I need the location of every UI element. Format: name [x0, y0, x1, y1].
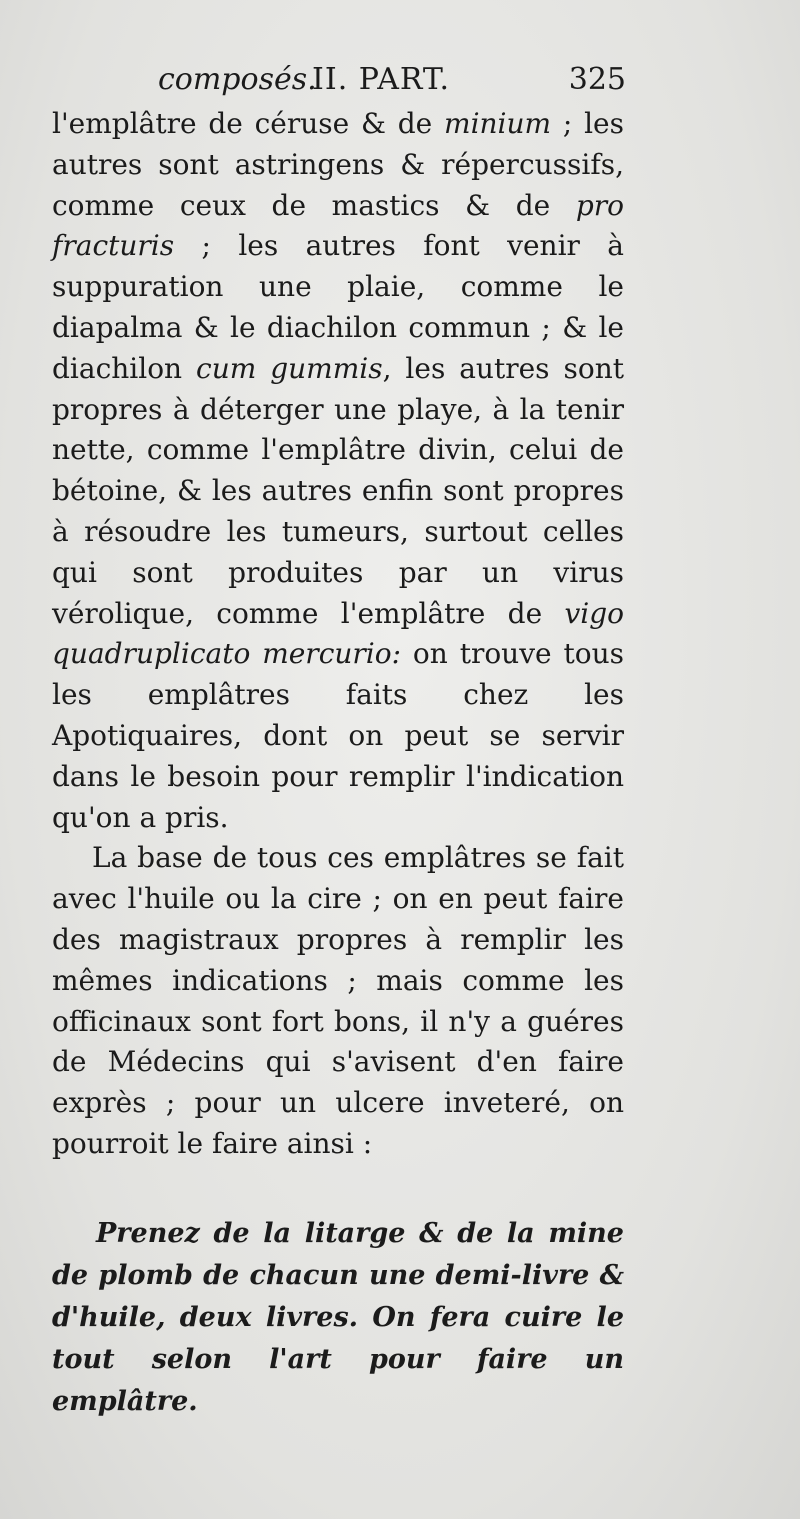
paragraph-2: La base de tous ces emplâtres se fait avec l'huile ou la cire ; on en peut faire des magistraux propres à remplir les mêmes indications ; mais comme les officinaux sont fort bons, il n'y a guéres de Médecins qui s'avisent d'en faire exprès ; pour un ulcere inveteré, on pourroit le faire ainsi : — [52, 841, 624, 1160]
latin-term: minium — [444, 107, 552, 140]
body-text — [52, 104, 624, 1423]
text-run: , les autres sont propres à déterger une playe, à la tenir nette, comme l'emplâtre divin, celui de bétoine, & les autres enfin sont propres à résoudre les tumeurs, surtout celles qui sont produites par un virus vérolique, comme l'emplâtre de — [52, 351, 624, 630]
text-run: ; les autres font venir à suppuration une plaie, comme le diapalma & le diachilon commun ; & le diachilon — [52, 229, 624, 385]
paragraph-1 — [52, 104, 624, 838]
latin-term: pro fracturis — [52, 188, 624, 263]
latin-term: vigo quadruplicato mercurio: — [52, 596, 624, 671]
text-run: l'emplâtre de céruse & de — [52, 107, 445, 140]
part-label: II. PART. — [312, 62, 451, 97]
running-title: composés. — [158, 62, 317, 97]
page-header — [150, 58, 630, 102]
text-run: on trouve tous les emplâtres faits chez les Apotiquaires, dont on peut se servir dans le besoin pour remplir l'indication qu'on a pris. — [52, 637, 624, 834]
page-number: 325 — [568, 62, 626, 97]
recipe-paragraph: Prenez de la litarge & de la mine de plomb de chacun une demi-livre & d'huile, deux livres. On fera cuire le tout selon l'art pour faire un emplâtre. — [52, 1217, 624, 1417]
latin-term: cum gummis — [196, 351, 383, 385]
text-run: ; les autres sont astringens & répercussifs, comme ceux de mastics & de — [52, 107, 624, 222]
